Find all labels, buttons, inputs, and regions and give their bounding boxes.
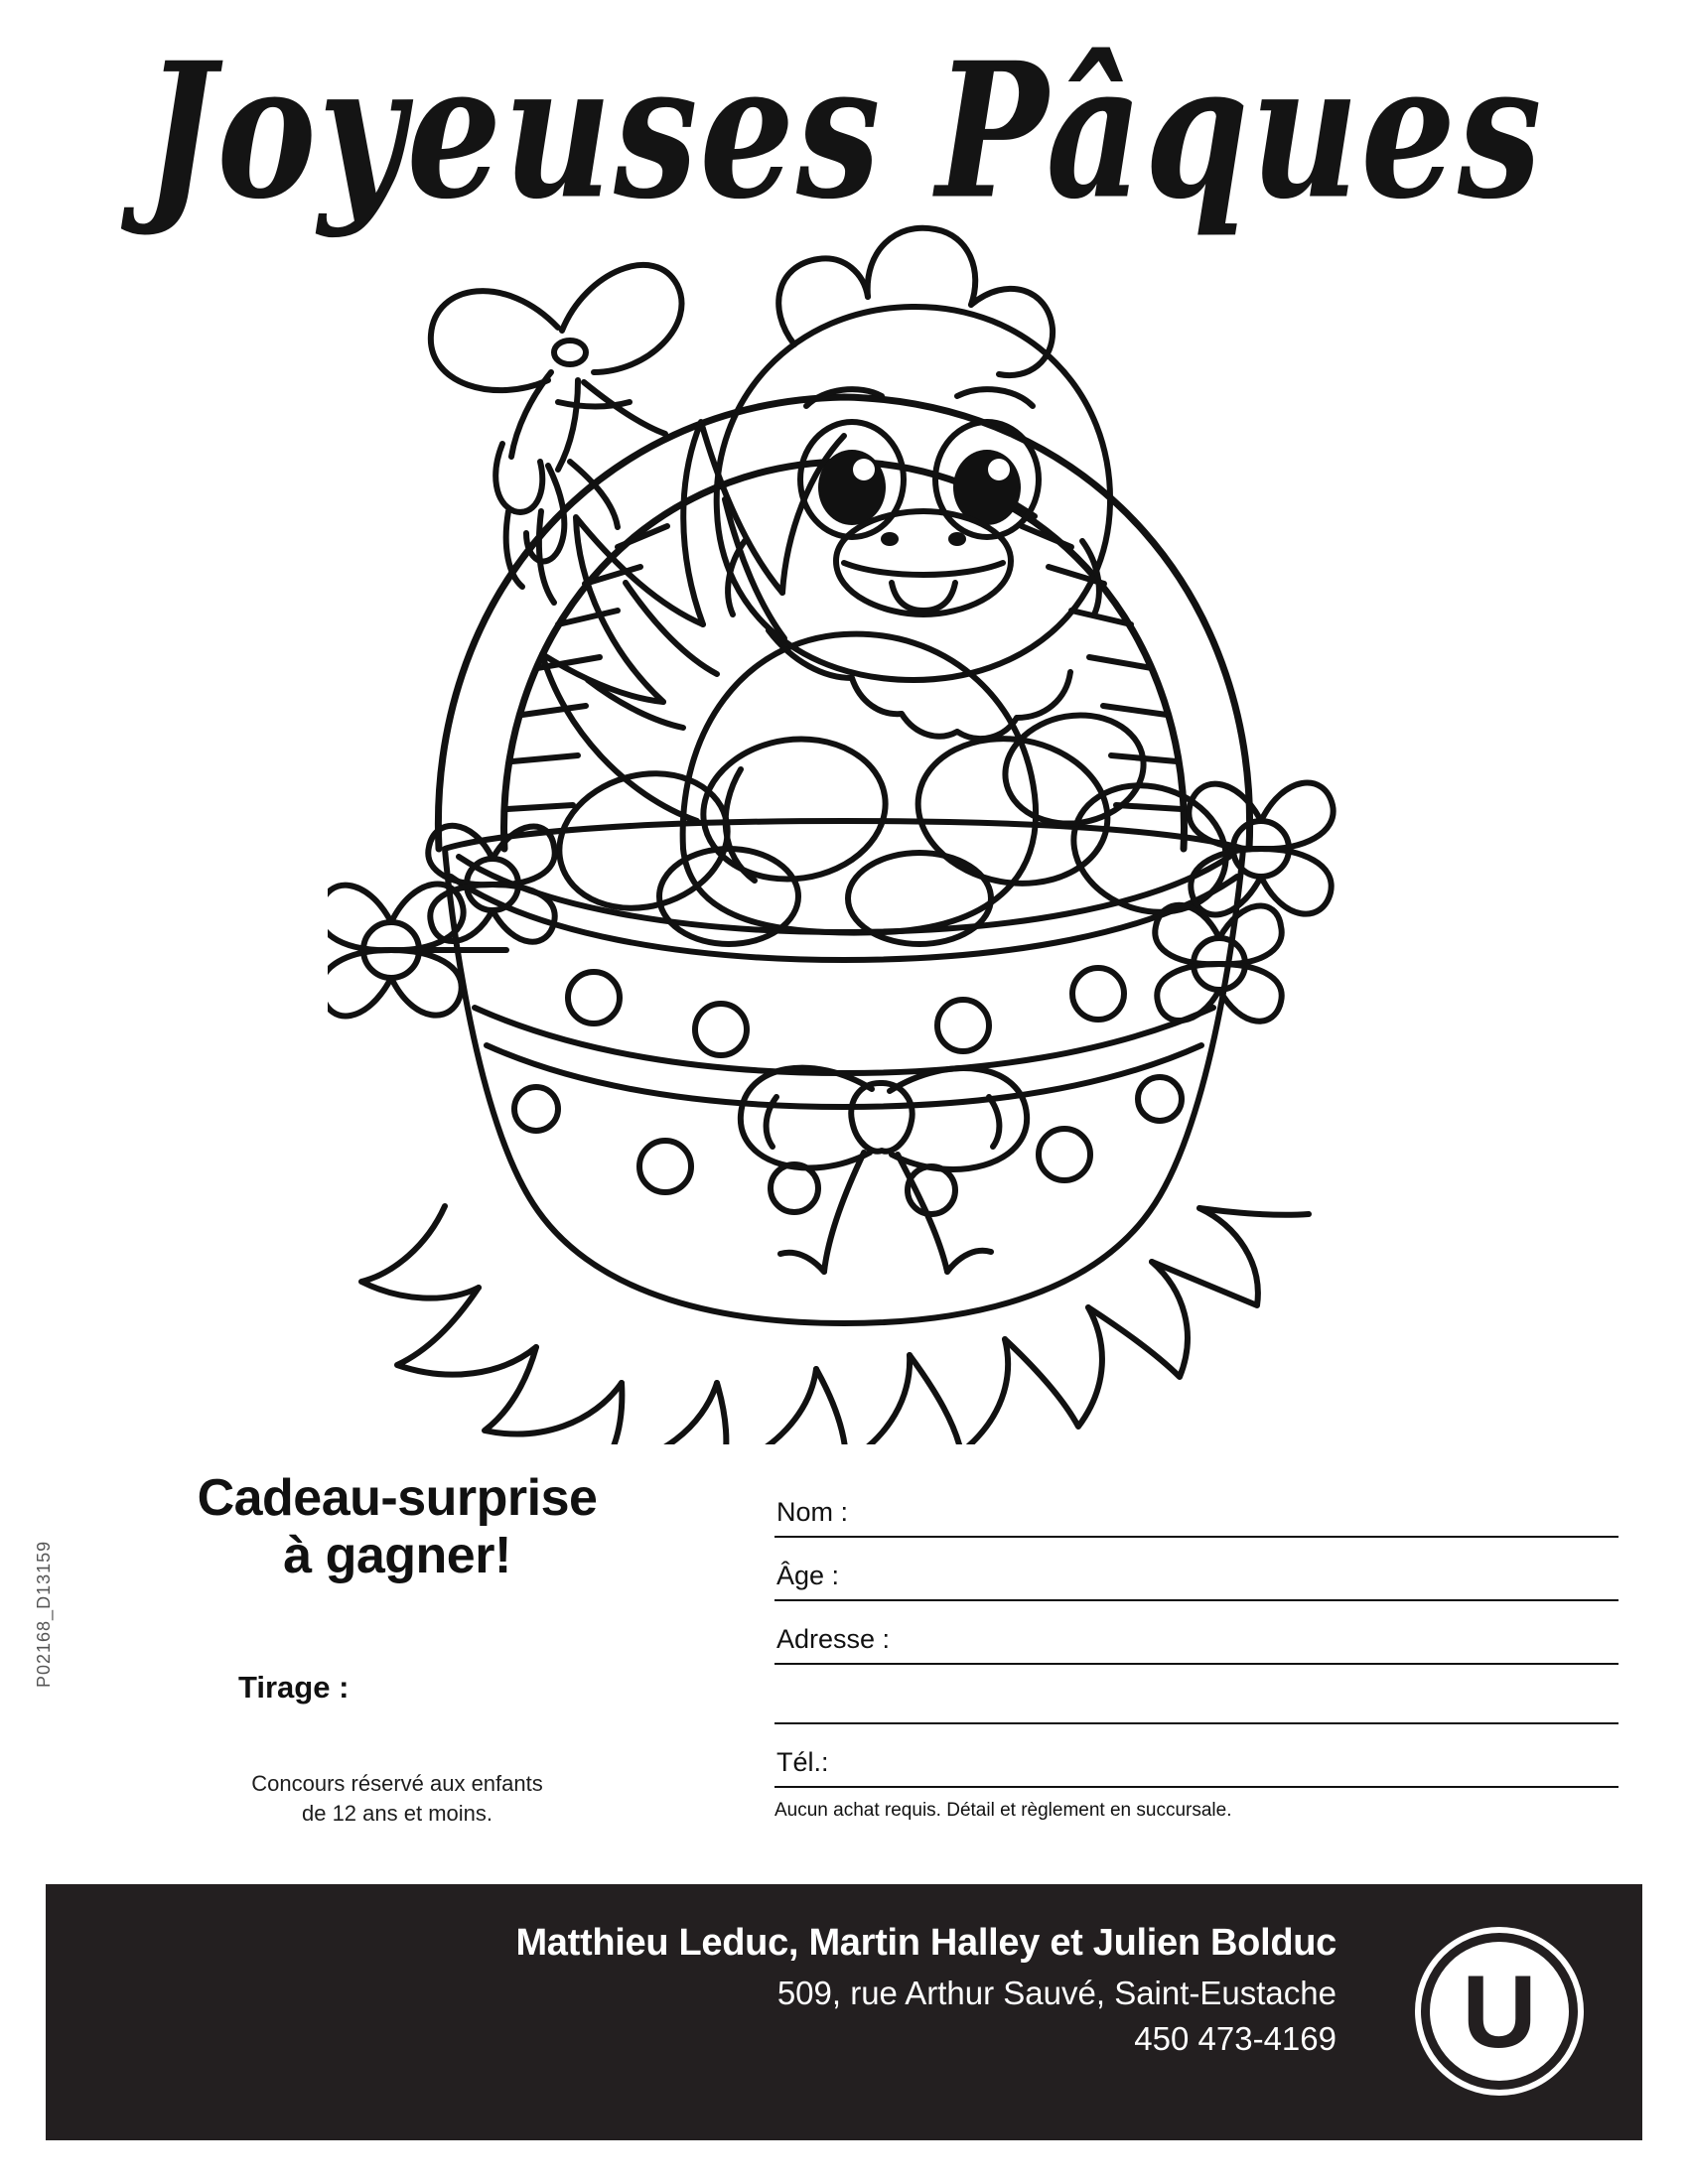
contest-rules-line2: de 12 ans et moins. xyxy=(301,1801,492,1827)
footer-phone: 450 473-4169 xyxy=(1134,2020,1336,2057)
field-telephone-label: Tél.: xyxy=(776,1747,829,1777)
field-adresse[interactable] xyxy=(774,1601,1618,1665)
prize-heading-line2: à gagner! xyxy=(283,1527,511,1585)
footer-bar xyxy=(46,1884,1642,2140)
form-disclaimer: Aucun achat requis. Détail et règlement en succursale. xyxy=(774,1800,1232,1821)
field-adresse-line2[interactable] xyxy=(774,1665,1618,1724)
page-title: Joyeuses Pâques xyxy=(144,22,1544,241)
footer-contact xyxy=(46,1922,1366,2058)
prize-heading-line1: Cadeau-surprise xyxy=(197,1469,598,1527)
reference-code: P02168_D13159 xyxy=(34,1540,54,1688)
uniprix-logo xyxy=(1414,1926,1585,2097)
easter-basket-chick-drawing xyxy=(328,213,1360,1444)
draw-label: Tirage : xyxy=(238,1670,350,1706)
contest-rules xyxy=(119,1769,675,1828)
footer-names: Matthieu Leduc, Martin Halley et Julien Bolduc xyxy=(515,1922,1336,1964)
svg-text:U: U xyxy=(1462,1955,1537,2070)
field-age-label: Âge : xyxy=(776,1561,840,1590)
footer-address: 509, rue Arthur Sauvé, Saint-Eustache xyxy=(776,1975,1336,2011)
prize-heading xyxy=(119,1469,675,1584)
entry-form xyxy=(774,1474,1618,1822)
promo-block xyxy=(119,1469,675,1829)
field-nom-label: Nom : xyxy=(776,1497,849,1527)
field-nom[interactable] xyxy=(774,1474,1618,1538)
field-telephone[interactable] xyxy=(774,1724,1618,1788)
contest-rules-line1: Concours réservé aux enfants xyxy=(251,1771,543,1797)
field-adresse-label: Adresse : xyxy=(776,1624,891,1654)
field-age[interactable] xyxy=(774,1538,1618,1601)
